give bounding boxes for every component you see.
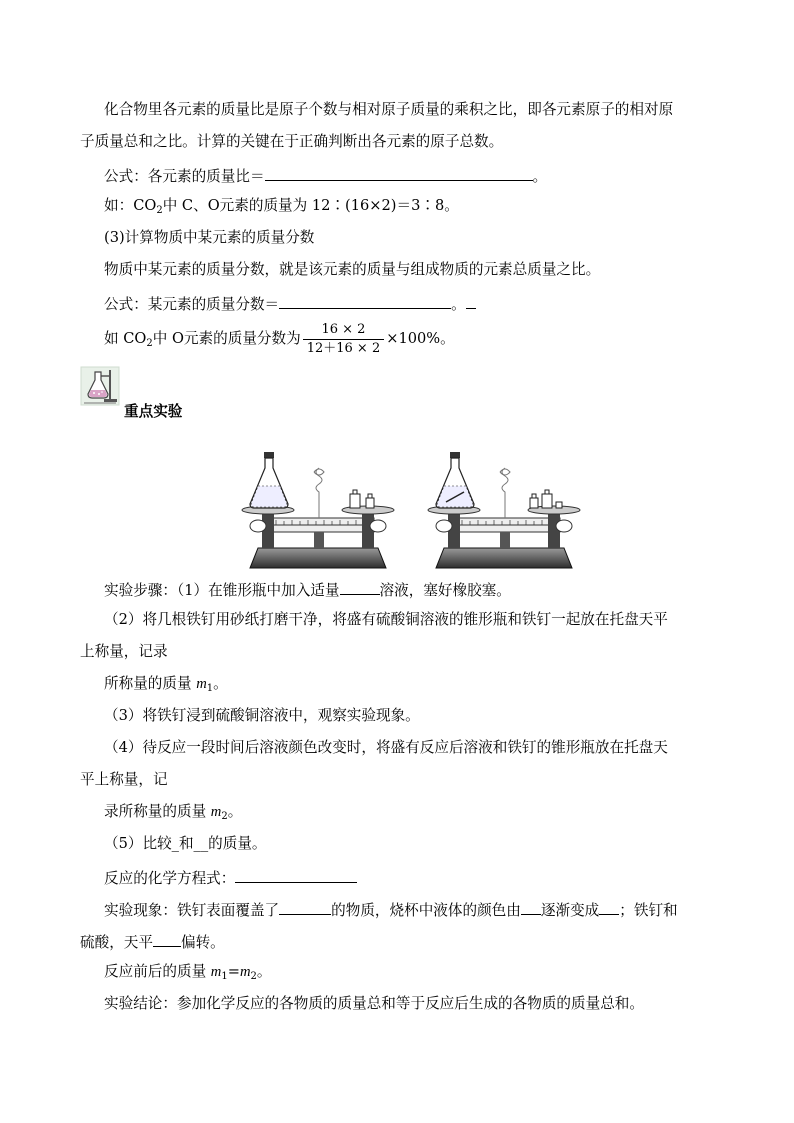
formula-mass-fraction — [104, 292, 476, 315]
flask-icon — [80, 366, 120, 410]
example-co2-fraction — [104, 318, 455, 360]
step-4-var: m — [210, 804, 222, 820]
example2-post: ×100%。 — [386, 330, 455, 347]
example-co2-ratio — [104, 196, 459, 216]
formula-mass-ratio — [104, 164, 547, 187]
step-4-line-1: （4）待反应一段时间后溶液颜色改变时，将盛有反应后溶液和铁钉的锥形瓶放在托盘天 — [104, 739, 668, 756]
mass-relation-end: 。 — [256, 963, 272, 980]
step-2-line-3 — [104, 674, 228, 694]
fraction-numerator: 16 × 2 — [303, 322, 385, 340]
example1-pre: 如：CO — [104, 197, 157, 214]
phenomenon-blank-2 — [521, 898, 541, 915]
step-1-post: 溶液，塞好橡胶塞。 — [379, 582, 511, 599]
balance-illustration — [236, 446, 586, 578]
formula-mass-ratio-blank — [265, 164, 533, 181]
formula-mass-fraction-tail — [466, 292, 476, 309]
formula-mass-fraction-blank — [279, 292, 451, 309]
experiment-conclusion: 实验结论：参加化学反应的各物质的质量总和等于反应后生成的各物质的质量总和。 — [104, 995, 644, 1012]
formula-mass-fraction-end: 。 — [451, 296, 466, 313]
mass-fraction-definition: 物质中某元素的质量分数，就是该元素的质量与组成物质的元素总质量之比。 — [104, 261, 601, 278]
section-3-title: (3)计算物质中某元素的质量分数 — [104, 229, 315, 246]
fraction-denominator: 12＋16 × 2 — [306, 340, 381, 356]
phenomenon-line-2 — [80, 930, 225, 953]
balance-before — [242, 452, 394, 568]
balance-after — [428, 452, 580, 568]
phenomenon-blank-3 — [599, 898, 619, 915]
step-2-end: 。 — [213, 675, 228, 692]
fraction — [303, 322, 385, 357]
example1-sub: 2 — [156, 205, 163, 216]
formula-mass-ratio-label: 公式：各元素的质量比＝ — [104, 168, 265, 185]
phenomenon-d: ；铁钉和 — [619, 902, 678, 919]
mass-relation-pre: 反应前后的质量 — [104, 963, 211, 980]
example2-sub: 2 — [146, 338, 153, 349]
step-2-var: m — [196, 676, 207, 692]
intro-line-2: 子质量总和之比。计算的关键在于正确判断出各元素的原子总数。 — [80, 133, 504, 150]
step-4-line-2: 平上称量，记 — [80, 771, 168, 788]
mass-relation-var-2: m — [239, 964, 251, 980]
formula-mass-ratio-end: 。 — [532, 168, 548, 185]
mass-relation — [104, 962, 271, 982]
intro-line-1: 化合物里各元素的质量比是原子个数与相对原子质量的乘积之比，即各元素原子的相对原 — [104, 101, 674, 118]
phenomenon-line-2-a: 硫酸，天平 — [80, 934, 153, 951]
phenomenon-b: 的物质，烧杯中液体的颜色由 — [331, 902, 521, 919]
example2-pre: 如 CO — [104, 330, 147, 347]
step-4-line-3 — [104, 802, 242, 822]
step-2-sub: 1 — [206, 683, 214, 694]
mass-relation-eq: = — [227, 963, 240, 980]
chemical-equation — [104, 866, 357, 889]
chemical-equation-label: 反应的化学方程式： — [104, 870, 236, 887]
chemical-equation-blank — [235, 866, 357, 883]
example2-mid: 中 O元素的质量分数为 — [152, 330, 301, 347]
mass-relation-var-1: m — [210, 964, 222, 980]
phenomenon-c: 逐渐变成 — [540, 902, 600, 919]
step-4-end: 。 — [227, 803, 243, 820]
step-2-line-2: 上称量，记录 — [80, 643, 168, 660]
step-4-sub: 2 — [221, 811, 228, 822]
mass-relation-sub-2: 2 — [250, 971, 257, 982]
phenomenon-blank-1 — [279, 898, 331, 915]
step-4-line-3-pre: 录所称量的质量 — [104, 803, 211, 820]
step-2-line-1: （2）将几根铁钉用砂纸打磨干净，将盛有硫酸铜溶液的锥形瓶和铁钉一起放在托盘天平 — [104, 611, 668, 628]
mass-relation-sub-1: 1 — [221, 971, 228, 982]
step-1 — [104, 578, 511, 601]
formula-mass-fraction-label: 公式：某元素的质量分数＝ — [104, 296, 280, 313]
step-3: （3）将铁钉浸到硫酸铜溶液中，观察实验现象。 — [104, 707, 420, 724]
step-1-pre: 实验步骤：（1）在锥形瓶中加入适量 — [104, 582, 340, 599]
phenomenon-line-2-b: 偏转。 — [180, 934, 225, 951]
step-1-blank — [340, 578, 380, 595]
key-experiment-title: 重点实验 — [124, 403, 183, 420]
phenomenon-line-1 — [104, 898, 678, 921]
step-2-line-3-pre: 所称量的质量 — [104, 675, 197, 692]
phenomenon-a: 实验现象：铁钉表面覆盖了 — [104, 902, 280, 919]
phenomenon-blank-4 — [153, 930, 181, 947]
step-5: （5）比较_和__的质量。 — [104, 835, 267, 852]
example1-post: 中 C、O元素的质量为 12∶(16×2)＝3∶8。 — [162, 197, 459, 214]
